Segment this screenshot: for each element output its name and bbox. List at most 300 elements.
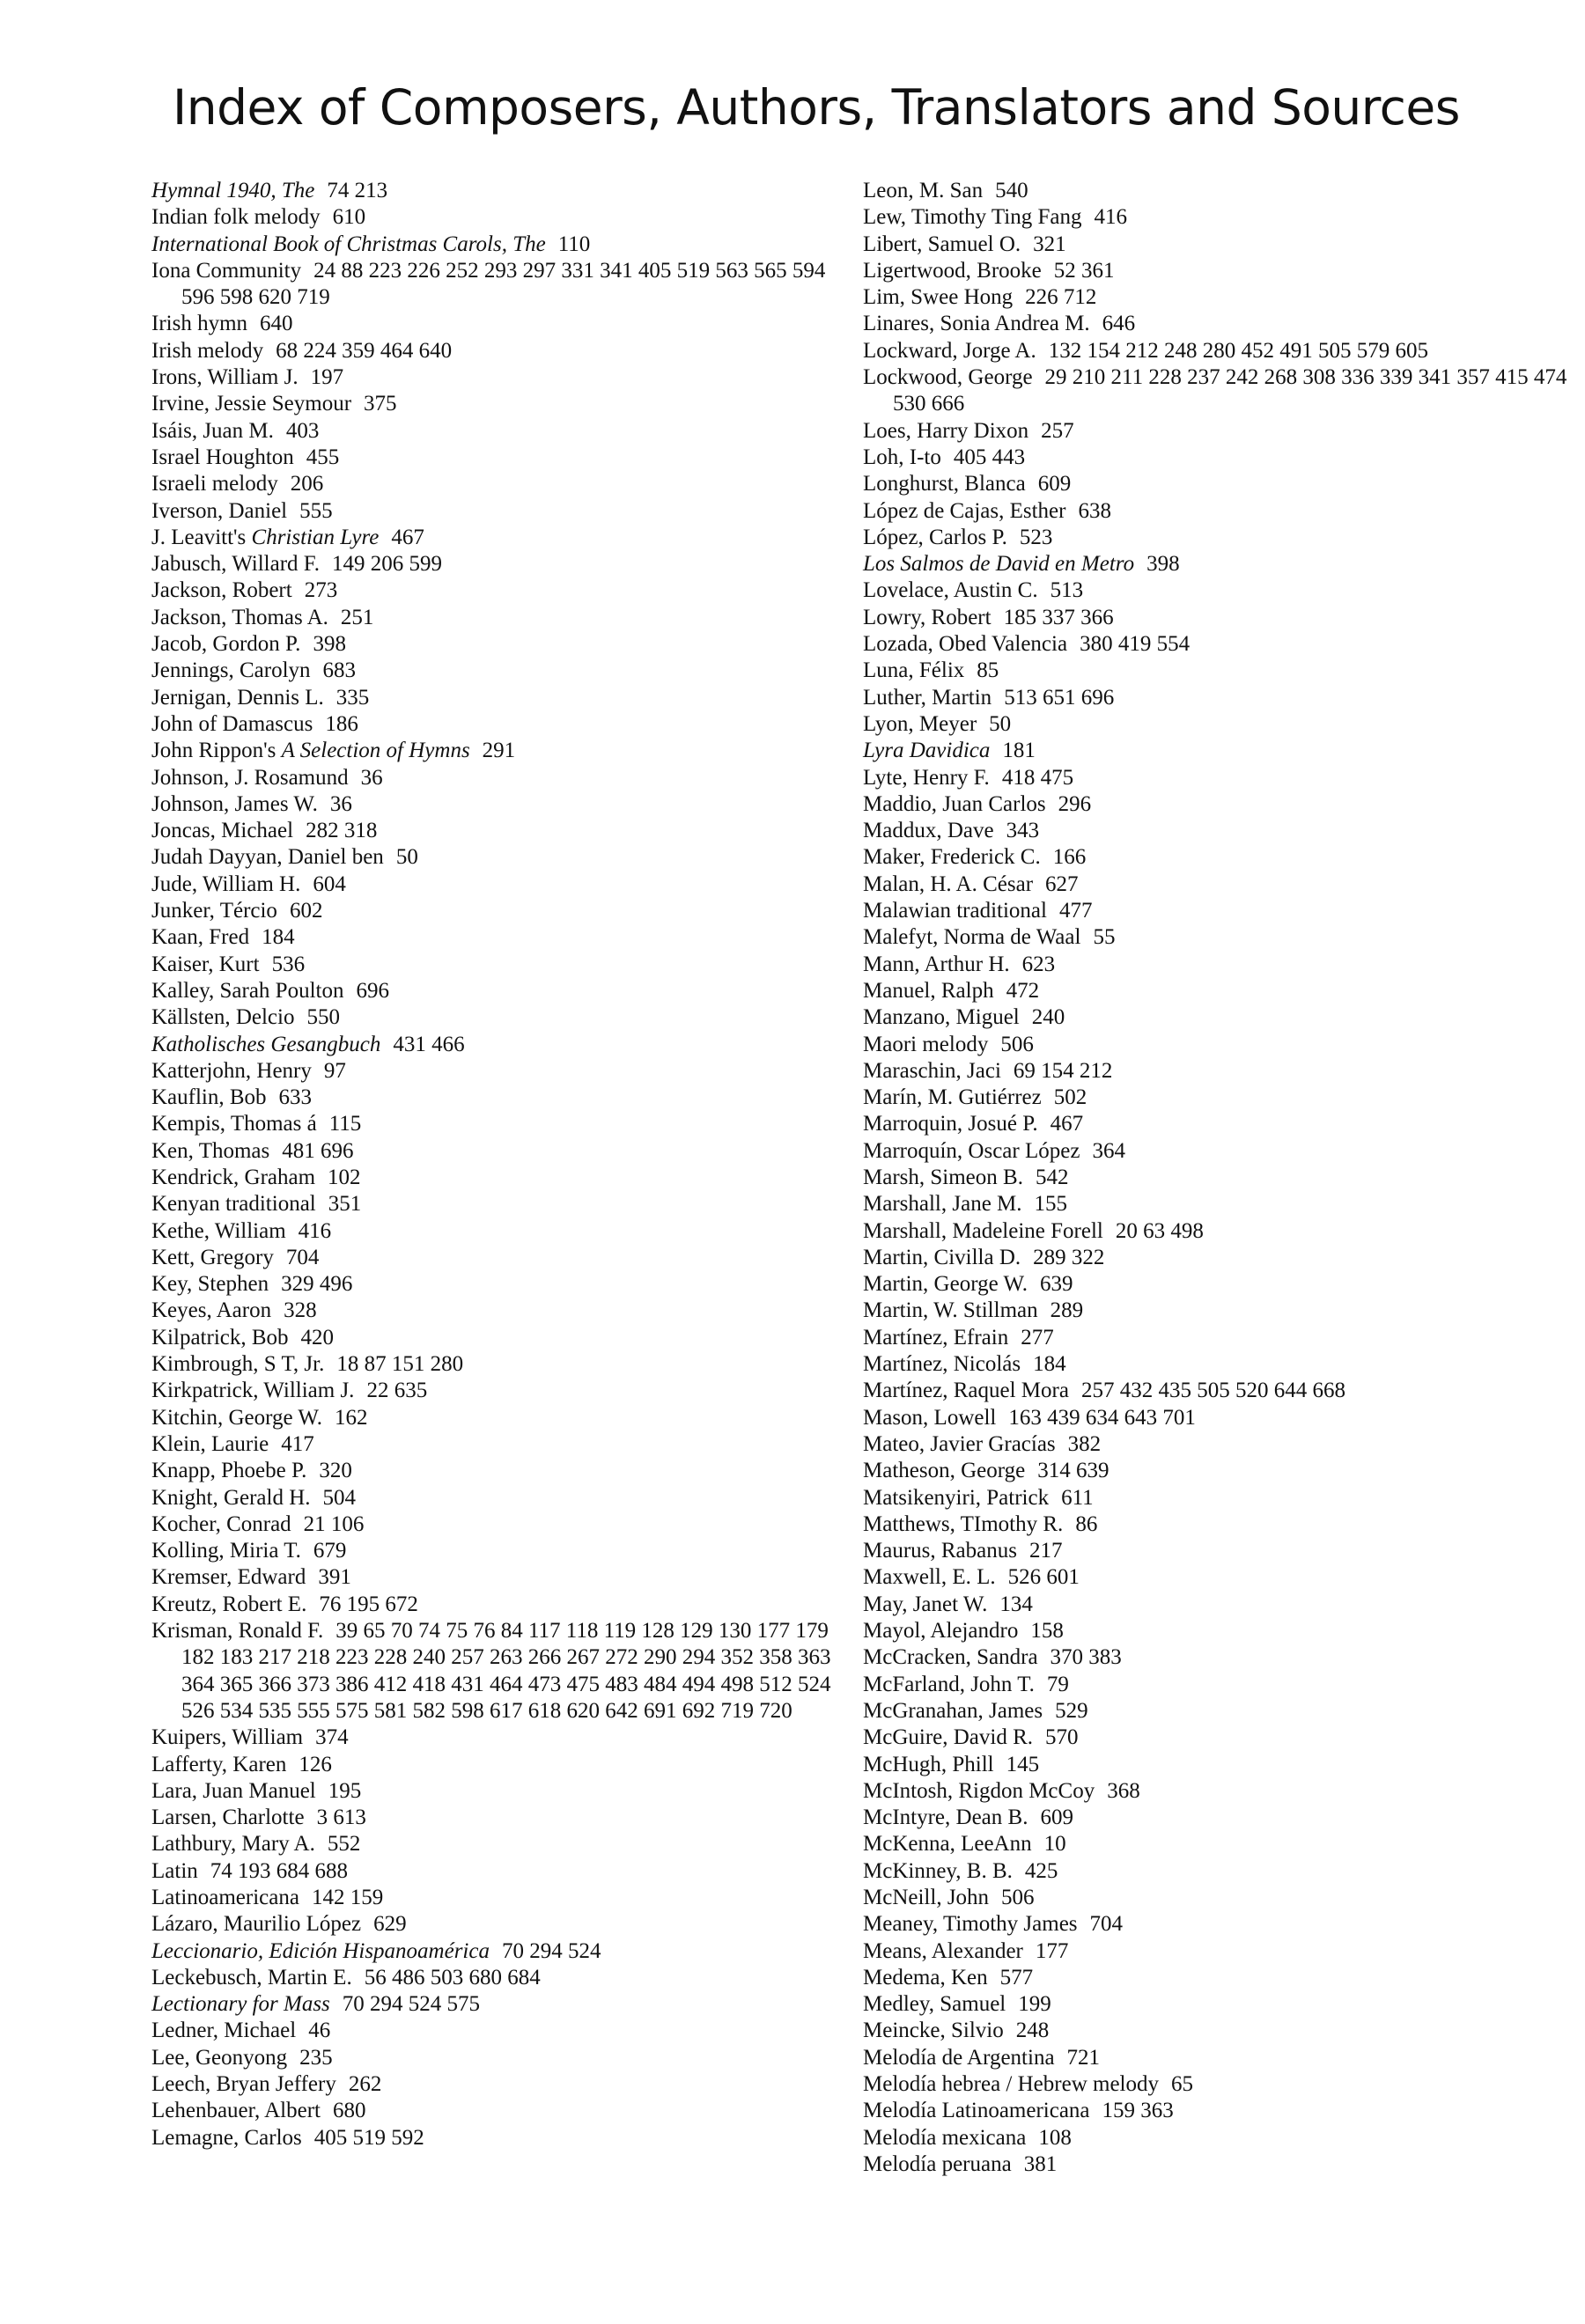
entry-pages: 108 (1038, 2125, 1072, 2150)
index-entry (863, 1325, 1567, 1351)
entry-name: Lyte, Henry F. (863, 765, 990, 790)
index-entry (863, 952, 1567, 978)
entry-pages: 611 (1061, 1485, 1094, 1510)
entry-pages: 431 466 (393, 1032, 465, 1056)
index-entry (863, 2151, 1567, 2178)
entry-name: McKenna, LeeAnn (863, 1832, 1032, 1857)
index-entry (863, 1725, 1567, 1751)
entry-pages: 398 (313, 632, 346, 657)
entry-name: Irish hymn (151, 312, 248, 336)
index-entry (151, 844, 856, 871)
entry-name: Loh, I-to (863, 445, 941, 469)
entry-pages: 20 63 498 (1115, 1218, 1204, 1243)
index-entry (151, 1564, 856, 1591)
index-entry (863, 738, 1567, 764)
index-entry (151, 551, 856, 577)
index-entry (151, 2045, 856, 2071)
index-entry (151, 952, 856, 978)
index-entry (863, 364, 1567, 418)
entry-pages: 526 601 (1007, 1565, 1080, 1590)
index-entry (151, 1618, 856, 1725)
index-entry (863, 978, 1567, 1004)
entry-pages: 328 (284, 1298, 317, 1323)
index-entry (863, 1085, 1567, 1111)
entry-pages: 504 (322, 1485, 357, 1510)
entry-pages: 370 383 (1050, 1645, 1122, 1670)
entry-name: Keyes, Aaron (151, 1298, 272, 1323)
entry-name: Marshall, Jane M. (863, 1192, 1022, 1217)
entry-pages: 382 (1067, 1431, 1102, 1456)
entry-name: McGranahan, James (863, 1698, 1043, 1723)
entry-pages: 375 (364, 392, 397, 416)
index-entry (863, 2045, 1567, 2071)
entry-name: Johnson, J. Rosamund (151, 765, 349, 790)
entry-name: Leckebusch, Martin E. (151, 1965, 352, 1989)
entry-name: McGuire, David R. (863, 1725, 1034, 1750)
entry-pages: 638 (1078, 498, 1111, 523)
entry-name: Lovelace, Austin C. (863, 578, 1038, 603)
entry-name: Marín, M. Gutiérrez (863, 1085, 1042, 1110)
index-entry (863, 2098, 1567, 2124)
entry-pages: 22 635 (366, 1379, 428, 1403)
entry-name: Katholisches Gesangbuch (151, 1032, 381, 1056)
index-entry (151, 738, 856, 764)
entry-pages: 39 65 70 74 75 76 84 117 118 119 128 129 130 177 179 182 183 217 218 223 228 240 257 263 266 267 272 290 294 352 358 363 364 365 366 373 386 412 418 431 464 473 475 483 484 494 498 512 524 526 534 535 555 575 581 582 598 617 618 620 642 691 692 719 720 (181, 1619, 831, 1723)
index-entry (863, 711, 1567, 738)
index-entry (863, 2125, 1567, 2151)
entry-pages: 329 496 (281, 1272, 353, 1297)
entry-pages: 704 (285, 1245, 320, 1269)
entry-pages: 640 (260, 312, 293, 336)
entry-pages: 3 613 (316, 1806, 366, 1830)
entry-name: Matsikenyiri, Patrick (863, 1485, 1050, 1510)
entry-pages: 226 712 (1025, 285, 1097, 310)
entry-pages: 132 154 212 248 280 452 491 505 579 605 (1048, 338, 1428, 363)
index-entry (863, 685, 1567, 711)
entry-pages: 217 (1028, 1539, 1063, 1563)
index-column-left (151, 178, 856, 2151)
entry-pages: 639 (1040, 1272, 1073, 1297)
entry-name: Iverson, Daniel (151, 498, 288, 523)
entry-name: Ligertwood, Brooke (863, 258, 1042, 283)
index-entry (151, 631, 856, 658)
entry-pages: 416 (298, 1218, 332, 1243)
index-entry (151, 2018, 856, 2044)
index-entry (863, 791, 1567, 818)
entry-pages: 570 (1045, 1725, 1079, 1750)
index-entry (151, 1538, 856, 1564)
index-entry (151, 1165, 856, 1191)
index-entry (151, 1138, 856, 1165)
entry-name: McHugh, Phill (863, 1752, 994, 1776)
entry-pages: 343 (1006, 819, 1040, 843)
index-entry (863, 1752, 1567, 1778)
entry-name: Latinoamericana (151, 1886, 299, 1909)
entry-name: May, Janet W. (863, 1592, 988, 1616)
entry-pages: 282 318 (306, 819, 378, 843)
entry-pages: 206 (290, 472, 324, 496)
entry-name: Jernigan, Dennis L. (151, 685, 324, 710)
entry-pages: 405 443 (953, 445, 1026, 469)
entry-name: Källsten, Delcio (151, 1005, 295, 1030)
index-entry (151, 1725, 856, 1751)
entry-pages: 610 (332, 205, 366, 230)
entry-name: Malawian traditional (863, 899, 1047, 923)
index-entry (151, 872, 856, 898)
entry-pages: 481 696 (282, 1138, 354, 1163)
entry-pages: 186 (325, 711, 358, 736)
entry-name: Melodía hebrea / Hebrew melody (863, 2072, 1159, 2097)
entry-pages: 166 (1052, 845, 1087, 870)
index-entry (863, 1431, 1567, 1458)
index-entry (863, 1778, 1567, 1805)
entry-pages: 145 (1006, 1752, 1040, 1776)
index-entry (863, 1218, 1567, 1245)
entry-name: López, Carlos P. (863, 525, 1007, 549)
entry-name: Mason, Lowell (863, 1405, 997, 1430)
index-entry (151, 1004, 856, 1031)
index-entry (151, 1778, 856, 1805)
entry-pages: 70 294 524 575 (342, 1992, 481, 2017)
entry-pages: 257 (1041, 418, 1074, 443)
entry-name: Krisman, Ronald F. (151, 1619, 324, 1644)
entry-pages: 70 294 524 (501, 1938, 601, 1963)
entry-pages: 602 (289, 899, 323, 923)
entry-pages: 364 (1092, 1138, 1125, 1163)
entry-pages: 251 (340, 605, 374, 629)
index-entry (151, 498, 856, 525)
entry-name: Linares, Sonia Andrea M. (863, 312, 1090, 336)
entry-name: Ken, Thomas (151, 1138, 270, 1163)
entry-name: Medley, Samuel (863, 1992, 1006, 2017)
entry-name: Lehenbauer, Albert (151, 2099, 321, 2123)
entry-pages: 155 (1034, 1192, 1068, 1217)
index-entry (151, 338, 856, 364)
index-entry (863, 765, 1567, 791)
entry-pages: 277 (1021, 1325, 1054, 1350)
entry-name: J. Leavitt's (151, 525, 247, 549)
index-entry (863, 2018, 1567, 2044)
entry-pages: 627 (1045, 872, 1079, 896)
index-entry (863, 1672, 1567, 1698)
entry-pages: 36 (329, 791, 352, 816)
entry-pages: 540 (995, 179, 1028, 202)
entry-name: Maddio, Juan Carlos (863, 791, 1046, 816)
entry-name: Joncas, Michael (151, 819, 294, 843)
entry-name: Libert, Samuel O. (863, 232, 1021, 256)
index-entry (151, 1831, 856, 1857)
entry-name: Maxwell, E. L. (863, 1565, 996, 1590)
entry-name: Longhurst, Blanca (863, 472, 1026, 496)
entry-name: Jennings, Carolyn (151, 658, 311, 683)
entry-name: Matheson, George (863, 1459, 1026, 1483)
entry-pages: 455 (306, 445, 340, 469)
index-entry (863, 1831, 1567, 1857)
entry-pages: 162 (334, 1405, 368, 1430)
entry-name: McFarland, John T. (863, 1672, 1035, 1696)
entry-name: Jabusch, Willard F. (151, 552, 320, 577)
entry-pages: 29 210 211 228 237 242 268 308 336 339 341 357 415 474 530 666 (893, 365, 1567, 416)
entry-name: Lockwood, George (863, 365, 1033, 390)
index-entry (863, 1564, 1567, 1591)
entry-pages: 679 (313, 1539, 347, 1563)
entry-name: Maker, Frederick C. (863, 845, 1041, 870)
entry-name: Lathbury, Mary A. (151, 1832, 315, 1857)
index-entry (863, 898, 1567, 924)
entry-pages: 142 159 (311, 1886, 384, 1909)
page-title: Index of Composers, Authors, Translators and Sources (173, 79, 1460, 136)
entry-pages: 296 (1058, 791, 1092, 816)
index-entry (151, 2098, 856, 2124)
index-entry (151, 204, 856, 231)
index-entry (151, 311, 856, 337)
entry-pages: 74 193 684 688 (210, 1858, 349, 1883)
entry-name: Lew, Timothy Ting Fang (863, 205, 1082, 230)
index-entry (863, 1351, 1567, 1378)
entry-name: Kimbrough, S T, Jr. (151, 1352, 325, 1377)
index-entry (863, 204, 1567, 231)
entry-name: Marsh, Simeon B. (863, 1165, 1023, 1189)
entry-pages: 158 (1030, 1619, 1064, 1644)
entry-pages: 477 (1058, 899, 1093, 923)
entry-name: Jackson, Robert (151, 578, 292, 603)
index-entry (151, 1191, 856, 1217)
entry-pages: 199 (1018, 1992, 1051, 2017)
entry-name-title: A Selection of Hymns (281, 739, 470, 763)
entry-pages: 351 (328, 1192, 362, 1217)
index-entry (863, 1191, 1567, 1217)
entry-pages: 134 (999, 1592, 1033, 1616)
entry-name: Irvine, Jessie Seymour (151, 392, 352, 416)
entry-name: Malefyt, Norma de Waal (863, 925, 1081, 950)
entry-name: Leon, M. San (863, 179, 984, 202)
entry-pages: 86 (1075, 1511, 1098, 1536)
entry-name: Mateo, Javier Gracías (863, 1431, 1056, 1456)
index-entry (863, 525, 1567, 551)
index-entry (863, 1511, 1567, 1538)
index-entry (863, 232, 1567, 258)
index-entry (863, 498, 1567, 525)
index-entry (863, 1165, 1567, 1191)
entry-pages: 529 (1055, 1698, 1088, 1723)
entry-name: Lee, Geonyong (151, 2045, 288, 2070)
entry-pages: 102 (328, 1165, 361, 1189)
entry-pages: 65 (1171, 2072, 1193, 2097)
entry-pages: 197 (310, 365, 344, 390)
index-entry (863, 1618, 1567, 1644)
entry-pages: 76 195 672 (319, 1592, 418, 1616)
entry-pages: 368 (1107, 1778, 1140, 1803)
entry-pages: 542 (1035, 1165, 1069, 1189)
entry-name: Kreutz, Robert E. (151, 1592, 307, 1616)
entry-pages: 291 (482, 739, 516, 763)
entry-name: Lara, Juan Manuel (151, 1778, 316, 1803)
index-entry (151, 685, 856, 711)
index-entry (863, 1805, 1567, 1831)
index-entry (863, 658, 1567, 684)
entry-name: Melodía Latinoamericana (863, 2099, 1090, 2123)
entry-pages: 552 (327, 1832, 361, 1857)
index-entry (151, 1431, 856, 1458)
entry-name: Matthews, TImothy R. (863, 1511, 1064, 1536)
index-entry (863, 818, 1567, 844)
entry-pages: 320 (319, 1459, 352, 1483)
index-entry (151, 1085, 856, 1111)
index-entry (863, 1245, 1567, 1271)
entry-name: Melodía peruana (863, 2151, 1012, 2176)
entry-name: Irish melody (151, 338, 264, 363)
entry-name: Larsen, Charlotte (151, 1806, 305, 1830)
index-entry (151, 445, 856, 471)
entry-name: Manuel, Ralph (863, 978, 994, 1003)
entry-name: Kauflin, Bob (151, 1085, 267, 1110)
entry-name: Lim, Swee Hong (863, 285, 1014, 310)
entry-name: Lafferty, Karen (151, 1752, 287, 1776)
entry-name: Kethe, William (151, 1218, 286, 1243)
index-entry (863, 445, 1567, 471)
index-entry (863, 1138, 1567, 1165)
index-entry (863, 1858, 1567, 1885)
entry-name: Kendrick, Graham (151, 1165, 316, 1189)
entry-name: Martínez, Nicolás (863, 1352, 1021, 1377)
index-entry (151, 1032, 856, 1058)
entry-name: Mann, Arthur H. (863, 952, 1010, 976)
entry-name: Maraschin, Jaci (863, 1058, 1001, 1083)
index-entry (863, 631, 1567, 658)
entry-name: Kalley, Sarah Poulton (151, 978, 344, 1003)
entry-name: Maurus, Rabanus (863, 1539, 1017, 1563)
entry-name: Means, Alexander (863, 1938, 1023, 1963)
entry-pages: 36 (360, 765, 383, 790)
entry-name: McIntosh, Rigdon McCoy (863, 1778, 1095, 1803)
entry-name: Melodía mexicana (863, 2125, 1027, 2150)
index-entry (863, 605, 1567, 631)
entry-pages: 163 439 634 643 701 (1008, 1405, 1196, 1430)
entry-pages: 417 (281, 1431, 314, 1456)
entry-name: Kett, Gregory (151, 1245, 274, 1269)
entry-pages: 21 106 (303, 1511, 365, 1536)
index-entry (151, 1298, 856, 1324)
index-entry (151, 2125, 856, 2151)
entry-pages: 506 (1001, 1886, 1035, 1909)
entry-pages: 472 (1006, 978, 1040, 1003)
entry-pages: 52 361 (1053, 258, 1115, 283)
entry-name: Malan, H. A. César (863, 872, 1034, 896)
index-entry (863, 1885, 1567, 1911)
entry-pages: 536 (271, 952, 306, 976)
index-entry (863, 1378, 1567, 1404)
entry-name: Leech, Bryan Jeffery (151, 2072, 336, 2097)
index-entry (151, 898, 856, 924)
entry-pages: 10 (1043, 1832, 1066, 1857)
entry-pages: 235 (299, 2045, 333, 2070)
entry-pages: 55 (1093, 925, 1116, 950)
entry-name: Kremser, Edward (151, 1565, 306, 1590)
entry-name: Latin (151, 1858, 198, 1883)
index-entry (863, 924, 1567, 951)
entry-pages: 18 87 151 280 (336, 1352, 464, 1377)
entry-pages: 321 (1033, 232, 1066, 256)
index-entry (863, 284, 1567, 311)
entry-name: Jackson, Thomas A. (151, 605, 328, 629)
entry-name: Kilpatrick, Bob (151, 1325, 289, 1350)
entry-name: Kenyan traditional (151, 1192, 316, 1217)
entry-name-title: Christian Lyre (251, 525, 380, 549)
entry-pages: 240 (1031, 1005, 1065, 1030)
index-entry (151, 1805, 856, 1831)
index-entry (863, 872, 1567, 898)
entry-pages: 381 (1023, 2151, 1058, 2176)
entry-pages: 623 (1021, 952, 1056, 976)
entry-pages: 609 (1040, 1806, 1073, 1830)
index-entry (863, 1032, 1567, 1058)
entry-name: Loes, Harry Dixon (863, 418, 1029, 443)
index-entry (151, 577, 856, 604)
entry-name: Knight, Gerald H. (151, 1485, 311, 1510)
entry-name: López de Cajas, Esther (863, 498, 1066, 523)
entry-name: Lockward, Jorge A. (863, 338, 1036, 363)
entry-pages: 550 (306, 1005, 340, 1030)
index-entry (151, 1218, 856, 1245)
entry-pages: 604 (313, 872, 346, 896)
entry-name: Kuipers, William (151, 1725, 304, 1750)
entry-pages: 46 (308, 2019, 331, 2043)
index-entry (151, 1058, 856, 1085)
entry-pages: 513 (1050, 578, 1084, 603)
index-entry (151, 978, 856, 1004)
index-entry (151, 765, 856, 791)
index-entry (151, 1938, 856, 1965)
entry-pages: 646 (1102, 312, 1136, 336)
entry-pages: 374 (315, 1725, 349, 1750)
entry-name: Judah Dayyan, Daniel ben (151, 845, 384, 870)
entry-pages: 696 (356, 978, 389, 1003)
entry-pages: 248 (1015, 2019, 1050, 2043)
entry-pages: 398 (1146, 552, 1180, 577)
entry-name: Kempis, Thomas á (151, 1112, 317, 1136)
entry-pages: 185 337 366 (1003, 605, 1114, 629)
entry-pages: 289 322 (1033, 1245, 1105, 1269)
index-entry (151, 418, 856, 445)
index-entry (151, 1965, 856, 1991)
entry-name: International Book of Christmas Carols, The (151, 232, 546, 256)
entry-name: Israeli melody (151, 472, 278, 496)
entry-pages: 633 (278, 1085, 313, 1110)
entry-name: Kolling, Miria T. (151, 1539, 301, 1563)
entry-name: Klein, Laurie (151, 1431, 269, 1456)
index-entry (151, 1325, 856, 1351)
entry-name: Jacob, Gordon P. (151, 632, 301, 657)
entry-name: Lázaro, Maurilio López (151, 1912, 362, 1937)
entry-name: Lyon, Meyer (863, 711, 977, 736)
entry-name: Marroquin, Josué P. (863, 1112, 1038, 1136)
entry-pages: 50 (395, 845, 418, 870)
index-entry (151, 605, 856, 631)
entry-pages: 467 (1050, 1112, 1084, 1136)
index-entry (151, 1911, 856, 1938)
entry-pages: 403 (285, 418, 320, 443)
entry-pages: 416 (1094, 205, 1127, 230)
entry-pages: 50 (989, 711, 1012, 736)
index-entry (863, 1485, 1567, 1511)
entry-pages: 555 (299, 498, 333, 523)
entry-pages: 420 (300, 1325, 335, 1350)
index-entry (151, 1351, 856, 1378)
entry-name: Martínez, Efrain (863, 1325, 1009, 1350)
entry-name: John of Damascus (151, 711, 313, 736)
index-entry (863, 1271, 1567, 1298)
index-entry (151, 364, 856, 391)
